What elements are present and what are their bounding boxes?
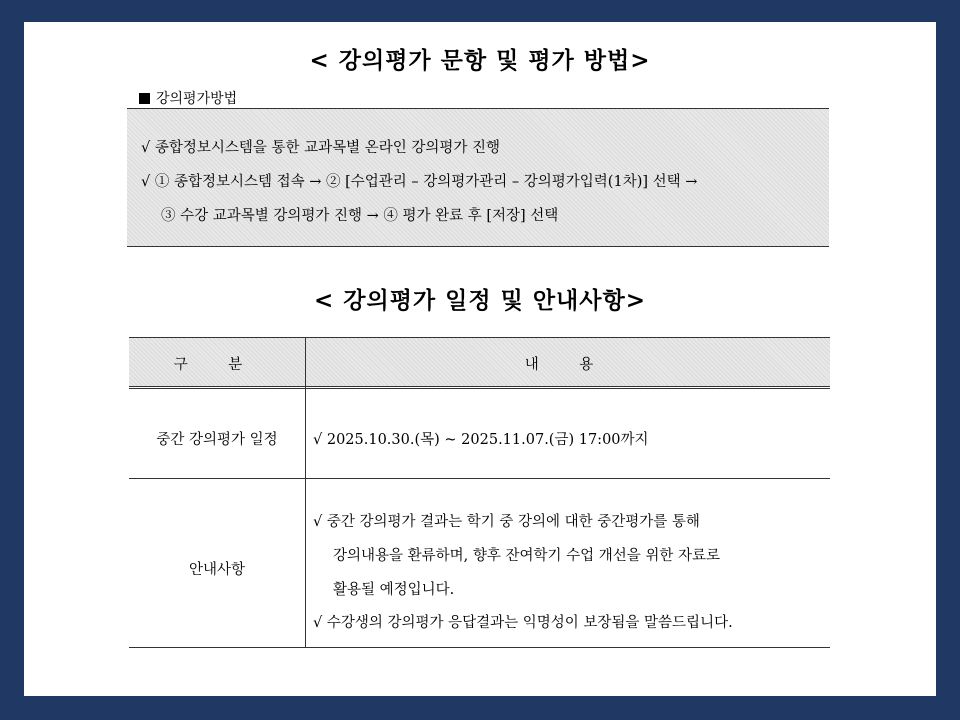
notice-line-3: 활용될 예정입니다. <box>333 582 455 598</box>
section-label <box>139 88 237 108</box>
section-label-text: 강의평가방법 <box>156 91 238 107</box>
square-bullet-icon <box>139 93 150 104</box>
notice-line-4: √ 수강생의 강의평가 응답결과는 익명성이 보장됨을 말씀드립니다. <box>313 615 733 631</box>
schedule-table <box>129 337 830 648</box>
column-divider <box>305 338 306 648</box>
method-line-1: √ 종합정보시스템을 통한 교과목별 온라인 강의평가 진행 <box>141 140 501 156</box>
method-line-3: ③ 수강 교과목별 강의평가 진행 → ④ 평가 완료 후 [저장] 선택 <box>161 208 559 224</box>
table-header <box>129 338 830 386</box>
row-label-notice: 안내사항 <box>188 562 246 578</box>
header-divider <box>129 386 830 389</box>
document-page <box>24 22 936 696</box>
notice-line-2: 강의내용을 환류하며, 향후 잔여학기 수업 개선을 위한 자료로 <box>333 548 721 564</box>
row-content-schedule: √ 2025.10.30.(목) ~ 2025.11.07.(금) 17:00까지 <box>313 432 649 448</box>
row-divider <box>129 478 830 479</box>
method-box <box>127 108 829 247</box>
header-content: 내 용 <box>524 357 612 373</box>
header-category: 구 분 <box>173 357 261 373</box>
section-title-schedule: < 강의평가 일정 및 안내사항> <box>314 287 646 314</box>
row-label-schedule: 중간 강의평가 일정 <box>156 432 278 448</box>
method-line-2: √ ① 종합정보시스템 접속 → ② [수업관리 – 강의평가관리 – 강의평가입력(1차)] 선택 → <box>141 174 698 190</box>
notice-line-1: √ 중간 강의평가 결과는 학기 중 강의에 대한 중간평가를 통해 <box>313 514 700 530</box>
section-title-evaluation-method: < 강의평가 문항 및 평가 방법> <box>309 47 651 74</box>
